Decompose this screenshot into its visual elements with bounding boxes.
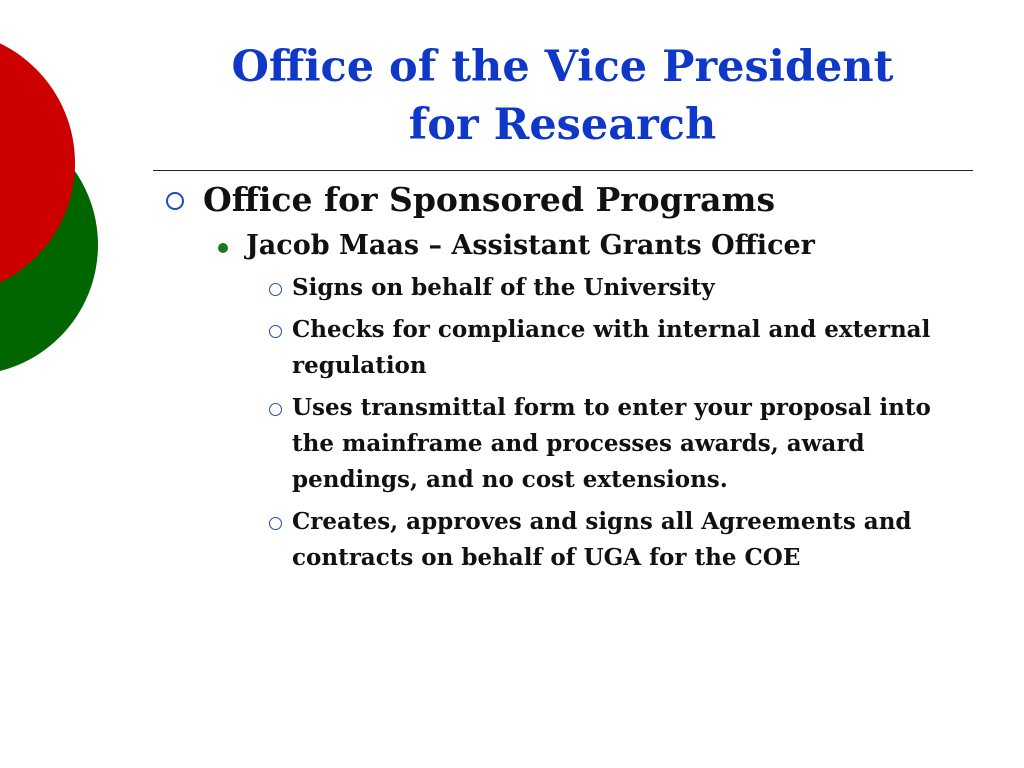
- bullet-level-3-text: Uses transmittal form to enter your proposal into the mainframe and processes awards, award pendings, and no cost extensions.: [292, 394, 931, 493]
- bullet-level-3-item: [160, 270, 970, 306]
- bullet-level-3-item: [160, 504, 970, 576]
- hollow-circle-bullet-icon: [269, 517, 282, 530]
- slide-title-line-2: for Research: [408, 100, 717, 150]
- bullet-level-2-text: Jacob Maas – Assistant Grants Officer: [246, 230, 815, 261]
- bullet-level-3-text: Checks for compliance with internal and external regulation: [292, 316, 931, 379]
- bullet-level-1: [160, 178, 970, 222]
- hollow-circle-bullet-icon: [269, 283, 282, 296]
- bullet-level-3-item: [160, 312, 970, 384]
- slide-body: [160, 178, 970, 582]
- bullet-level-3-text: Creates, approves and signs all Agreements and contracts on behalf of UGA for the COE: [292, 508, 912, 571]
- slide-title-line-1: Office of the Vice President: [231, 42, 894, 92]
- decorative-circles: [0, 0, 120, 420]
- hollow-circle-bullet-icon: [269, 325, 282, 338]
- bullet-level-3-text: Signs on behalf of the University: [292, 274, 715, 301]
- bullet-level-1-text: Office for Sponsored Programs: [203, 180, 776, 219]
- title-divider: [153, 170, 973, 171]
- hollow-circle-bullet-icon: [269, 403, 282, 416]
- bullet-level-2: [160, 228, 970, 264]
- bullet-level-3-item: [160, 390, 970, 498]
- slide-title: [160, 38, 965, 154]
- filled-dot-bullet-icon: [218, 243, 228, 253]
- hollow-circle-bullet-icon: [166, 192, 184, 210]
